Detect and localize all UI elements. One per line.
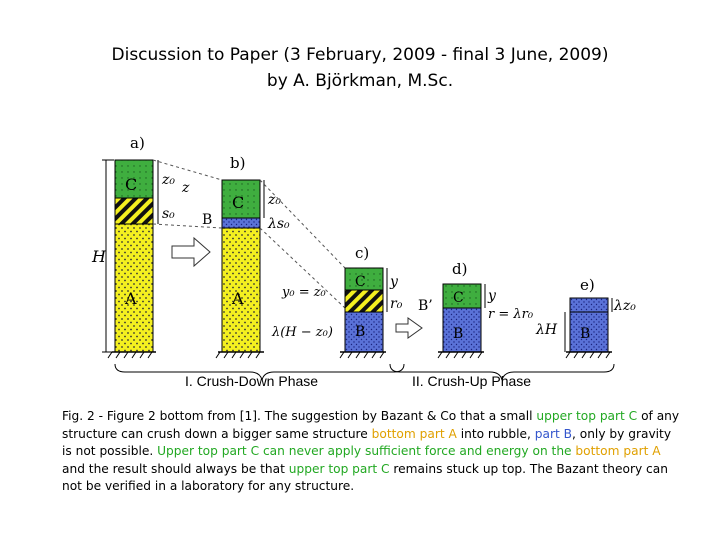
e-label-lambda-H: λH [536, 322, 558, 338]
caption-text: , only by gravity is not possible. [62, 426, 672, 458]
c-label-C: C [355, 274, 366, 290]
panel-a-label: a) [130, 134, 145, 152]
a-label-B: B [202, 212, 213, 228]
panel-b-label: b) [230, 154, 246, 172]
c-label-y: y [390, 274, 398, 290]
c-label-lambda-H-z0: λ(H − z₀) [272, 325, 333, 340]
b-label-A: A [232, 289, 244, 308]
document-title [0, 42, 720, 94]
d-label-B: B [453, 326, 464, 342]
c-label-B: B [355, 324, 366, 340]
b-label-C: C [232, 193, 245, 212]
caption-text: remains stuck up top. The Bazant theory can not be verified in a laboratory for any structure. [62, 461, 668, 493]
a-label-z0: z₀ [162, 172, 175, 188]
caption-highlight-bottom-part-a-2: bottom part A [575, 444, 661, 458]
panel-d-label: d) [452, 260, 468, 278]
caption-highlight-upper-top-part-c: upper top part C [536, 409, 638, 423]
phase1-label: I. Crush-Down Phase [185, 373, 319, 389]
title-line-1: Discussion to Paper (3 February, 2009 - final 3 June, 2009) [111, 45, 609, 65]
caption-text: and the result should always be that [62, 461, 289, 476]
a-label-s0: s₀ [162, 206, 175, 222]
d-label-B-prime: B’ [418, 298, 433, 314]
e-label-B: B [580, 326, 591, 342]
phase2-label: II. Crush-Up Phase [412, 373, 532, 389]
a-label-z: z [182, 180, 190, 196]
b-label-z0: z₀ [268, 192, 281, 208]
e-label-lambda-z0: λz₀ [614, 298, 636, 314]
d-label-y: y [488, 288, 496, 304]
panel-e-column [570, 298, 608, 352]
a-label-H: H [92, 247, 106, 266]
caption-highlight-upper-top-part-c-statement: Upper top part C can never apply sufficient force and energy on the [157, 444, 572, 458]
arrow-c-to-d [396, 318, 422, 338]
panel-c-label: c) [355, 244, 370, 262]
diagram-svg [90, 128, 650, 398]
crush-diagram-figure [90, 128, 650, 402]
c-label-r0: r₀ [390, 296, 403, 312]
caption-highlight-upper-top-part-c-2: upper top part C [288, 461, 390, 476]
panel-e-label: e) [580, 276, 595, 294]
arrow-a-to-b [172, 238, 210, 266]
caption-highlight-part-b: part B [534, 426, 572, 441]
a-label-A: A [125, 289, 137, 308]
c-label-y0: y₀ = z₀ [282, 285, 326, 300]
caption-text: into rubble, [456, 426, 535, 441]
d-label-C: C [453, 290, 464, 306]
caption-text: of any structure can crush down a bigger same structure [62, 409, 680, 441]
caption-text: Fig. 2 - Figure 2 bottom from [1]. The suggestion by Bazant & Co that a small [62, 409, 537, 423]
b-label-lambda-s0: λs₀ [268, 216, 290, 232]
d-label-r-eq: r = λr₀ [488, 307, 534, 322]
title-line-2: by A. Björkman, M.Sc. [266, 71, 454, 91]
figure-caption [62, 408, 682, 496]
caption-highlight-bottom-part-a: bottom part A [371, 426, 457, 441]
a-label-C: C [125, 175, 138, 194]
